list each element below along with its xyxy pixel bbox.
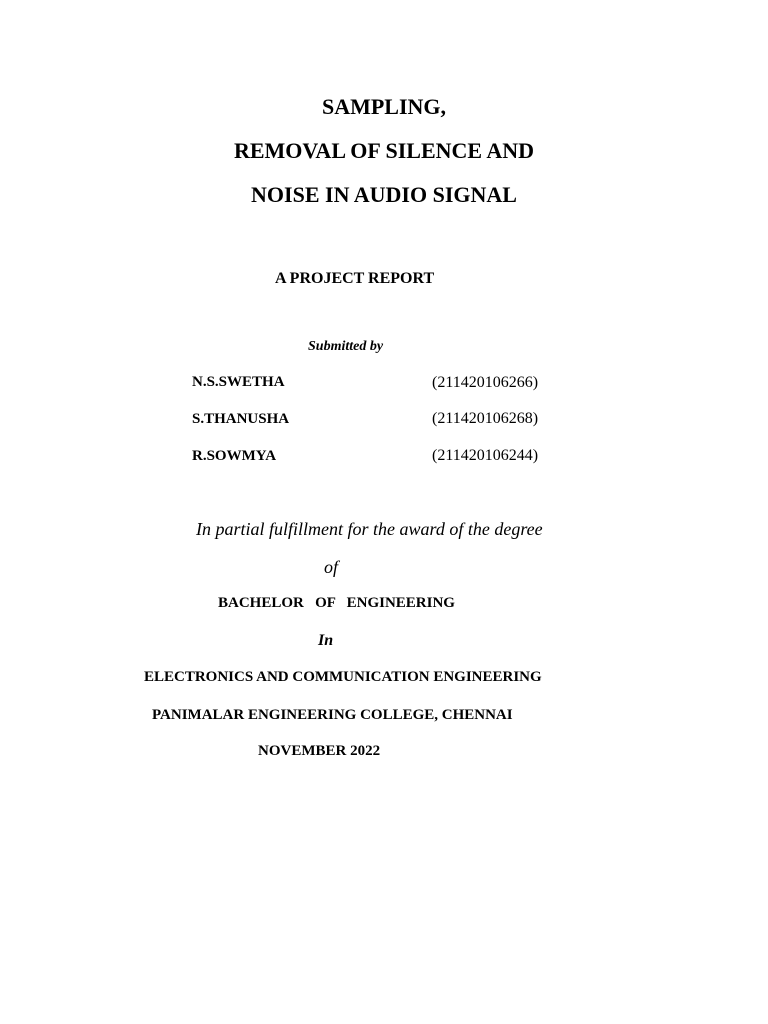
submitted-by-label: Submitted by (308, 339, 384, 354)
title-line-1: SAMPLING, (321, 94, 447, 119)
degree-name: BACHELOR OF ENGINEERING (218, 595, 455, 611)
report-type: A PROJECT REPORT (275, 270, 435, 287)
student-name-3: R.SOWMYA (192, 448, 277, 464)
submission-date: NOVEMBER 2022 (258, 743, 381, 759)
title-line-3: NOISE IN AUDIO SIGNAL (251, 182, 517, 207)
department-name: ELECTRONICS AND COMMUNICATION ENGINEERING (144, 669, 542, 685)
in-text: In (318, 632, 334, 649)
student-name-2: S.THANUSHA (192, 411, 290, 427)
student-id-2: (211420106268) (432, 410, 539, 427)
college-name: PANIMALAR ENGINEERING COLLEGE, CHENNAI (152, 707, 513, 723)
student-id-3: (211420106244) (432, 447, 539, 464)
student-name-1: N.S.SWETHA (192, 374, 285, 390)
fulfillment-text: In partial fulfillment for the award of the degree (196, 519, 543, 539)
student-id-1: (211420106266) (432, 374, 539, 391)
of-text: of (324, 557, 339, 577)
title-line-2: REMOVAL OF SILENCE AND (233, 138, 535, 163)
